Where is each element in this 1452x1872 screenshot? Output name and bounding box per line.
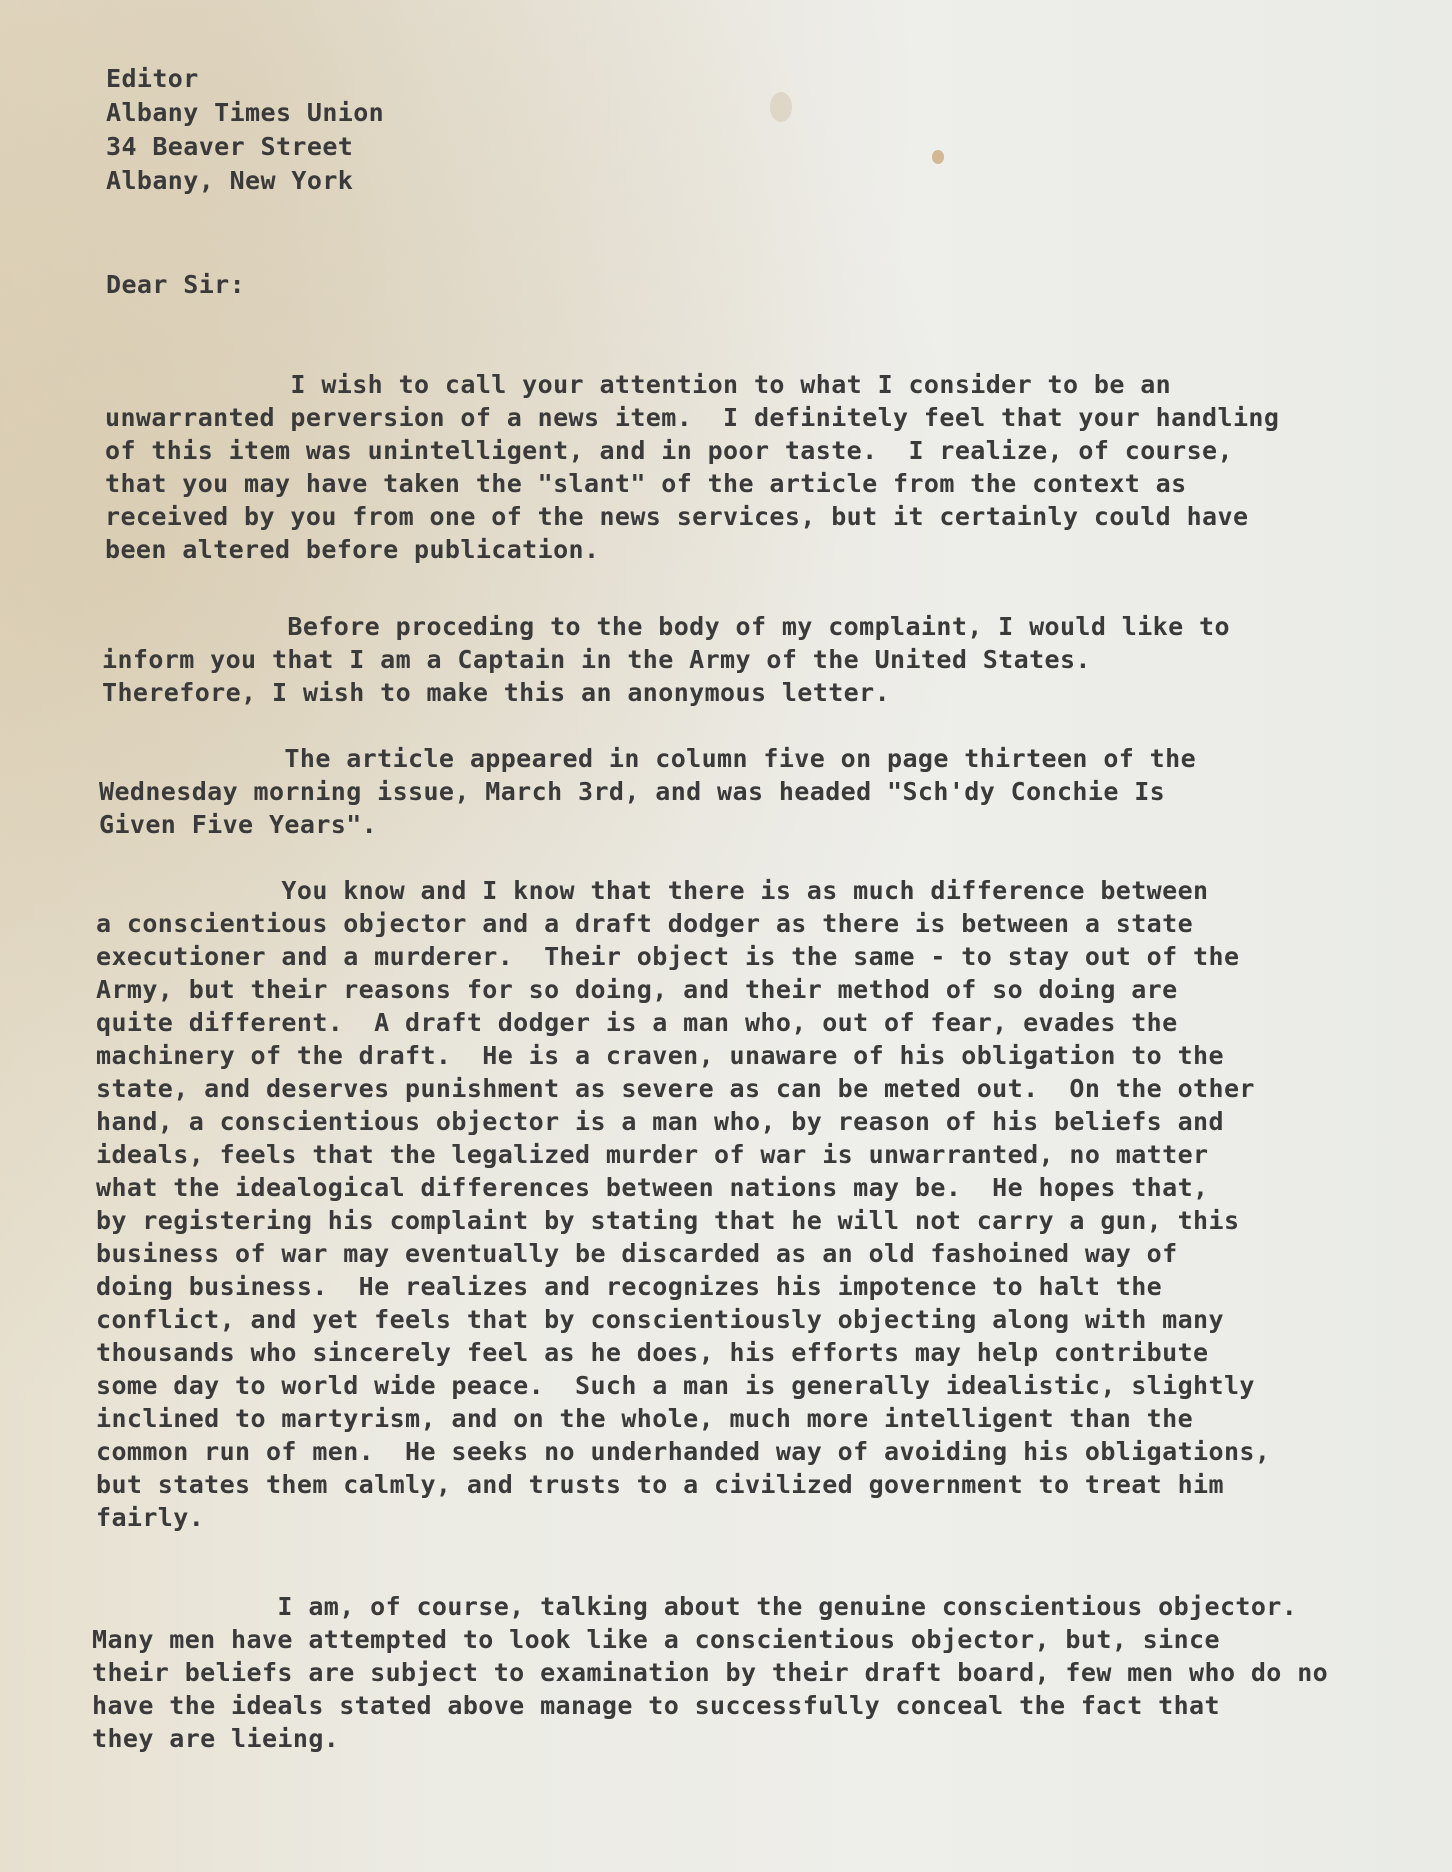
text-line: machinery of the draft. He is a craven, unaware of his obligation to the [96,1041,1224,1070]
text-line: business of war may eventually be discarded as an old fashoined way of [96,1239,1178,1268]
text-line: of this item was unintelligent, and in poor taste. I realize, of course, [105,436,1233,465]
text-line: a conscientious objector and a draft dodger as there is between a state [96,909,1194,938]
address-line: Editor [106,64,199,93]
text-line: ideals, feels that the legalized murder of war is unwarranted, no matter [96,1140,1209,1169]
address-line: Albany, New York [106,166,354,195]
text-line: have the ideals stated above manage to successfully conceal the fact that [92,1691,1220,1720]
text-line: what the idealogical differences between nations may be. He hopes that, [96,1173,1209,1202]
text-line: hand, a conscientious objector is a man who, by reason of his beliefs and [96,1107,1224,1136]
text-line: Wednesday morning issue, March 3rd, and was headed "Sch'dy Conchie Is [99,777,1166,806]
text-line: some day to world wide peace. Such a man is generally idealistic, slightly [96,1371,1255,1400]
text-line: they are lieing. [92,1724,340,1753]
text-line: thousands who sincerely feel as he does, his efforts may help contribute [96,1338,1209,1367]
text-line: but states them calmly, and trusts to a civilized government to treat him [96,1470,1224,1499]
text-line: Many men have attempted to look like a conscientious objector, but, since [92,1625,1220,1654]
text-line: by registering his complaint by stating that he will not carry a gun, this [96,1206,1240,1235]
text-line: common run of men. He seeks no underhanded way of avoiding his obligations, [96,1437,1271,1466]
text-line: Before proceding to the body of my complaint, I would like to [102,612,1230,641]
text-line: I wish to call your attention to what I consider to be an [105,370,1172,399]
text-line: I am, of course, talking about the genuine conscientious objector. [92,1592,1298,1621]
text-line: received by you from one of the news services, but it certainly could have [105,502,1249,531]
text-line: You know and I know that there is as much difference between [96,876,1209,905]
text-line: inclined to martyrism, and on the whole, much more intelligent than the [96,1404,1194,1433]
text-line: doing business. He realizes and recognizes his impotence to halt the [96,1272,1163,1301]
text-line: state, and deserves punishment as severe as can be meted out. On the other [96,1074,1255,1103]
text-line: unwarranted perversion of a news item. I definitely feel that your handling [105,403,1280,432]
text-line: fairly. [96,1503,205,1532]
text-line: quite different. A draft dodger is a man who, out of fear, evades the [96,1008,1178,1037]
text-line: conflict, and yet feels that by conscientiously objecting along with many [96,1305,1224,1334]
text-line: Therefore, I wish to make this an anonymous letter. [102,678,891,707]
text-line: that you may have taken the "slant" of the article from the context as [105,469,1187,498]
salutation: Dear Sir: [106,270,246,299]
address-line: Albany Times Union [106,98,385,127]
text-line: been altered before publication. [105,535,600,564]
text-line: Army, but their reasons for so doing, and their method of so doing are [96,975,1178,1004]
text-line: their beliefs are subject to examination by their draft board, few men who do no [92,1658,1329,1687]
text-line: The article appeared in column five on page thirteen of the [99,744,1197,773]
address-line: 34 Beaver Street [106,132,354,161]
text-line: Given Five Years". [99,810,378,839]
text-line: executioner and a murderer. Their object is the same - to stay out of the [96,942,1240,971]
text-line: inform you that I am a Captain in the Army of the United States. [102,645,1091,674]
